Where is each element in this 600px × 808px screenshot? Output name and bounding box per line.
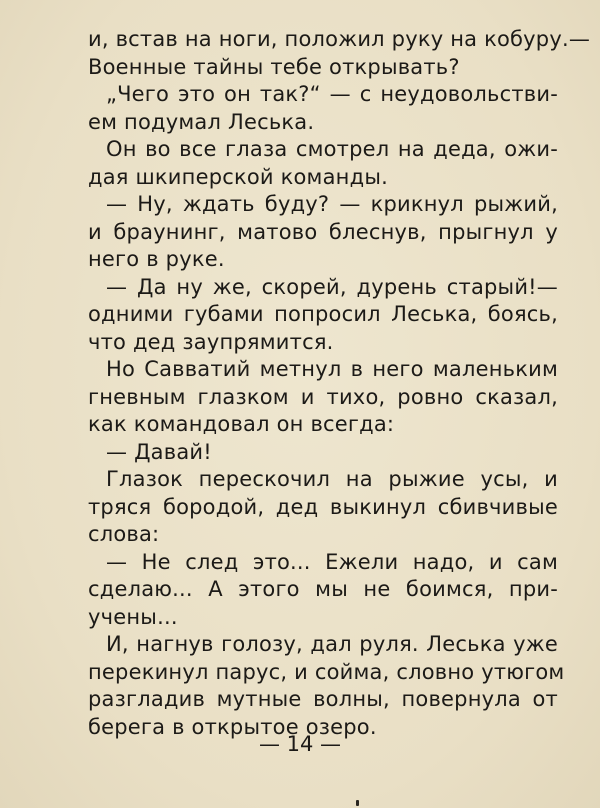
text-line: Военные тайны тебе открывать? bbox=[88, 54, 460, 79]
text-line: разгладив мутные волны, повернула от bbox=[88, 687, 558, 711]
text-line: Он во все глаза смотрел на деда, ожи- bbox=[106, 137, 558, 161]
text-line: ем подумал Леська. bbox=[88, 109, 315, 134]
text-line: слова: bbox=[88, 522, 160, 546]
text-line: — Давай! bbox=[106, 439, 212, 464]
page-number: — 14 — bbox=[258, 732, 342, 756]
print-speck bbox=[356, 800, 359, 806]
text-line: Глазок перескочил на рыжие усы, и bbox=[106, 467, 558, 491]
text-line: сделаю... А этого мы не боимся, при- bbox=[88, 577, 558, 601]
body-text bbox=[88, 26, 591, 741]
text-line: одними губами попросил Леська, боясь, bbox=[88, 302, 558, 326]
text-line: — Ну, ждать буду? — крикнул рыжий, bbox=[106, 192, 558, 216]
text-line: дая шкиперской команды. bbox=[88, 164, 388, 189]
text-line: и браунинг, матово блеснув, прыгнул у bbox=[88, 219, 558, 244]
text-line: — Да ну же, скорей, дурень старый!— bbox=[106, 274, 558, 299]
text-line: и, встав на ноги, положил руку на кобуру.— bbox=[88, 27, 591, 51]
text-line: гневным глазком и тихо, ровно сказал, bbox=[88, 384, 558, 409]
text-line: Но Савватий метнул в него маленьким bbox=[106, 357, 558, 381]
text-line: — Не след это... Ежели надо, и сам bbox=[106, 549, 558, 574]
text-line: перекинул парус, и сойма, словно утюгом bbox=[88, 659, 565, 684]
text-line: „Чего это он так?“ — с неудовольстви- bbox=[106, 82, 558, 106]
text-line: что дед заупрямится. bbox=[88, 329, 334, 354]
text-line: берега в открытое озеро. bbox=[88, 714, 377, 739]
text-line: учены... bbox=[88, 604, 178, 629]
text-line: него в руке. bbox=[88, 247, 225, 271]
text-line: как командовал он всегда: bbox=[88, 412, 395, 436]
text-line: И, нагнув голозу, дал руля. Леська уже bbox=[106, 632, 558, 656]
text-line: тряся бородой, дед выкинул сбивчивые bbox=[88, 494, 558, 519]
